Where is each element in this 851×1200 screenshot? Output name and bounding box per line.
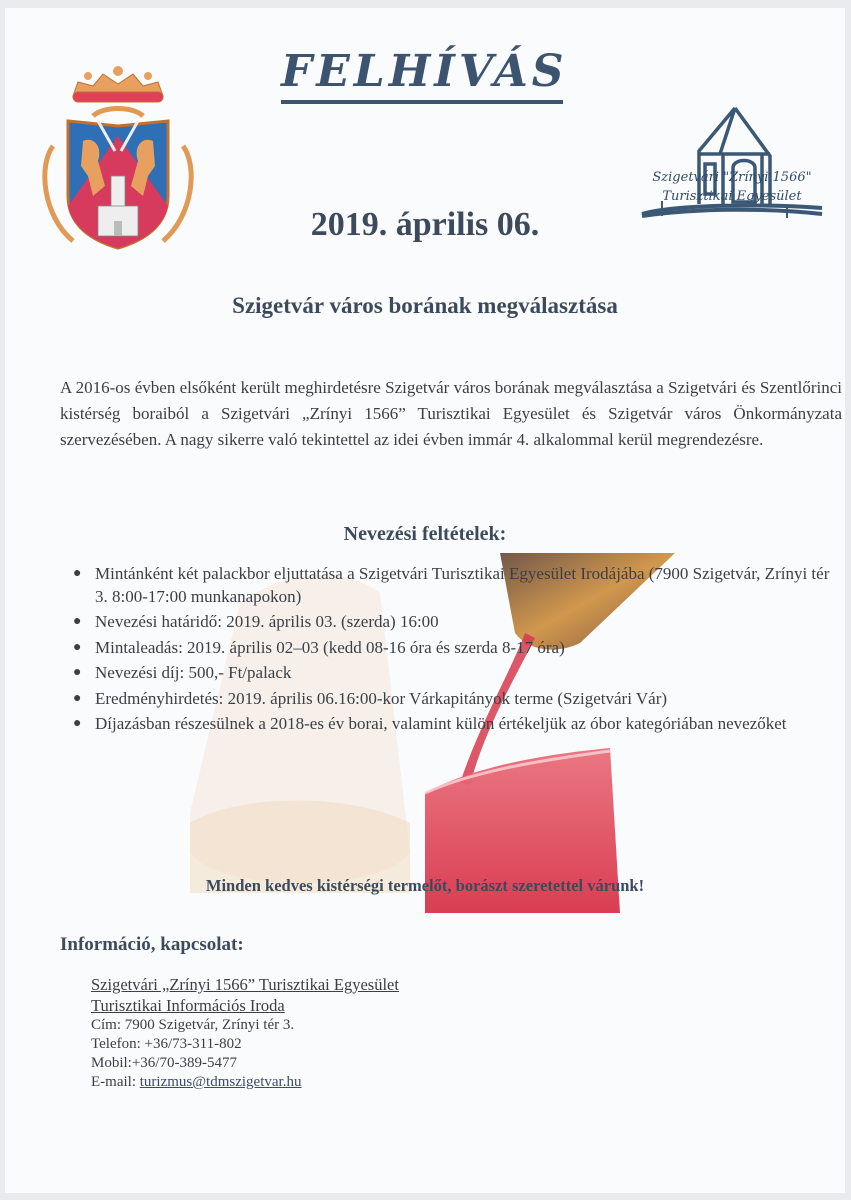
association-name-line1: Szigetvári "Zrínyi 1566" [652,170,812,185]
event-subtitle: Szigetvár város borának megválasztása [232,293,618,318]
contact-block [91,974,399,1092]
contact-office: Turisztikai Információs Iroda [91,996,285,1015]
list-item: ● Eredményhirdetés: 2019. április 06.16:00-kor Várkapitányok terme (Szigetvári Vár) [95,688,835,711]
association-name-line2: Turisztikai Egyesület [662,189,802,204]
contact-organization: Szigetvári „Zrínyi 1566” Turisztikai Egyesület [91,975,399,994]
event-date: 2019. április 06. [310,206,540,243]
bullet-icon: ● [73,639,82,655]
bullet-icon: ● [73,690,82,706]
contact-mobile: Mobil:+36/70-389-5477 [91,1055,237,1071]
contact-phone: Telefon: +36/73-311-802 [91,1036,242,1052]
list-item: ● Díjazásban részesülnek a 2018-es év borai, valamint külön értékeljük az óbor kategóriában nevezőket [95,713,835,736]
list-item: ● Mintánként két palackbor eljuttatása a Szigetvári Turisztikai Egyesület Irodájába (7900 Szigetvár, Zrínyi tér 3. 8:00-17:00 munkanapokon) [73,564,830,606]
document-page [5,8,845,1193]
contact-email-link[interactable]: turizmus@tdmszigetvar.hu [139,1074,302,1090]
conditions-heading: Nevezési feltételek: [343,523,507,545]
contact-address: Cím: 7900 Szigetvár, Zrínyi tér 3. [91,1017,295,1033]
closing-invitation: Minden kedves kistérségi termelőt, borászt szeretettel várunk! [205,876,645,895]
list-item: ● Nevezési határidő: 2019. április 03. (szerda) 16:00 [95,611,835,634]
bullet-icon: ● [73,665,82,680]
contact-email-label: E-mail: [91,1074,140,1090]
bullet-icon: ● [73,716,82,731]
list-item: ● Mintaleadás: 2019. április 02–03 (kedd 08-16 óra és szerda 8-17 óra) [95,637,835,660]
bullet-icon: ● [73,566,82,581]
contact-email-row [91,1073,399,1092]
conditions-list [60,563,835,739]
bullet-icon: ● [73,614,82,629]
intro-paragraph: A 2016-os évben elsőként került meghirdetésre Szigetvár város borának megválasztása a Szigetvári és Szentlőrinci kistérség boraiból a Szigetvári „Zrínyi 1566” Turisztikai Egyesület és Szigetvár város Önkormányzata szervezésében. A nagy sikerre való tekintettel az idei évben immár 4. alkalommal kerül megrendezésre. [60,378,842,449]
list-item: ● Nevezési díj: 500,- Ft/palack [95,662,835,685]
page-title: FELHÍVÁS [281,44,563,104]
contact-heading: Információ, kapcsolat: [60,934,244,955]
